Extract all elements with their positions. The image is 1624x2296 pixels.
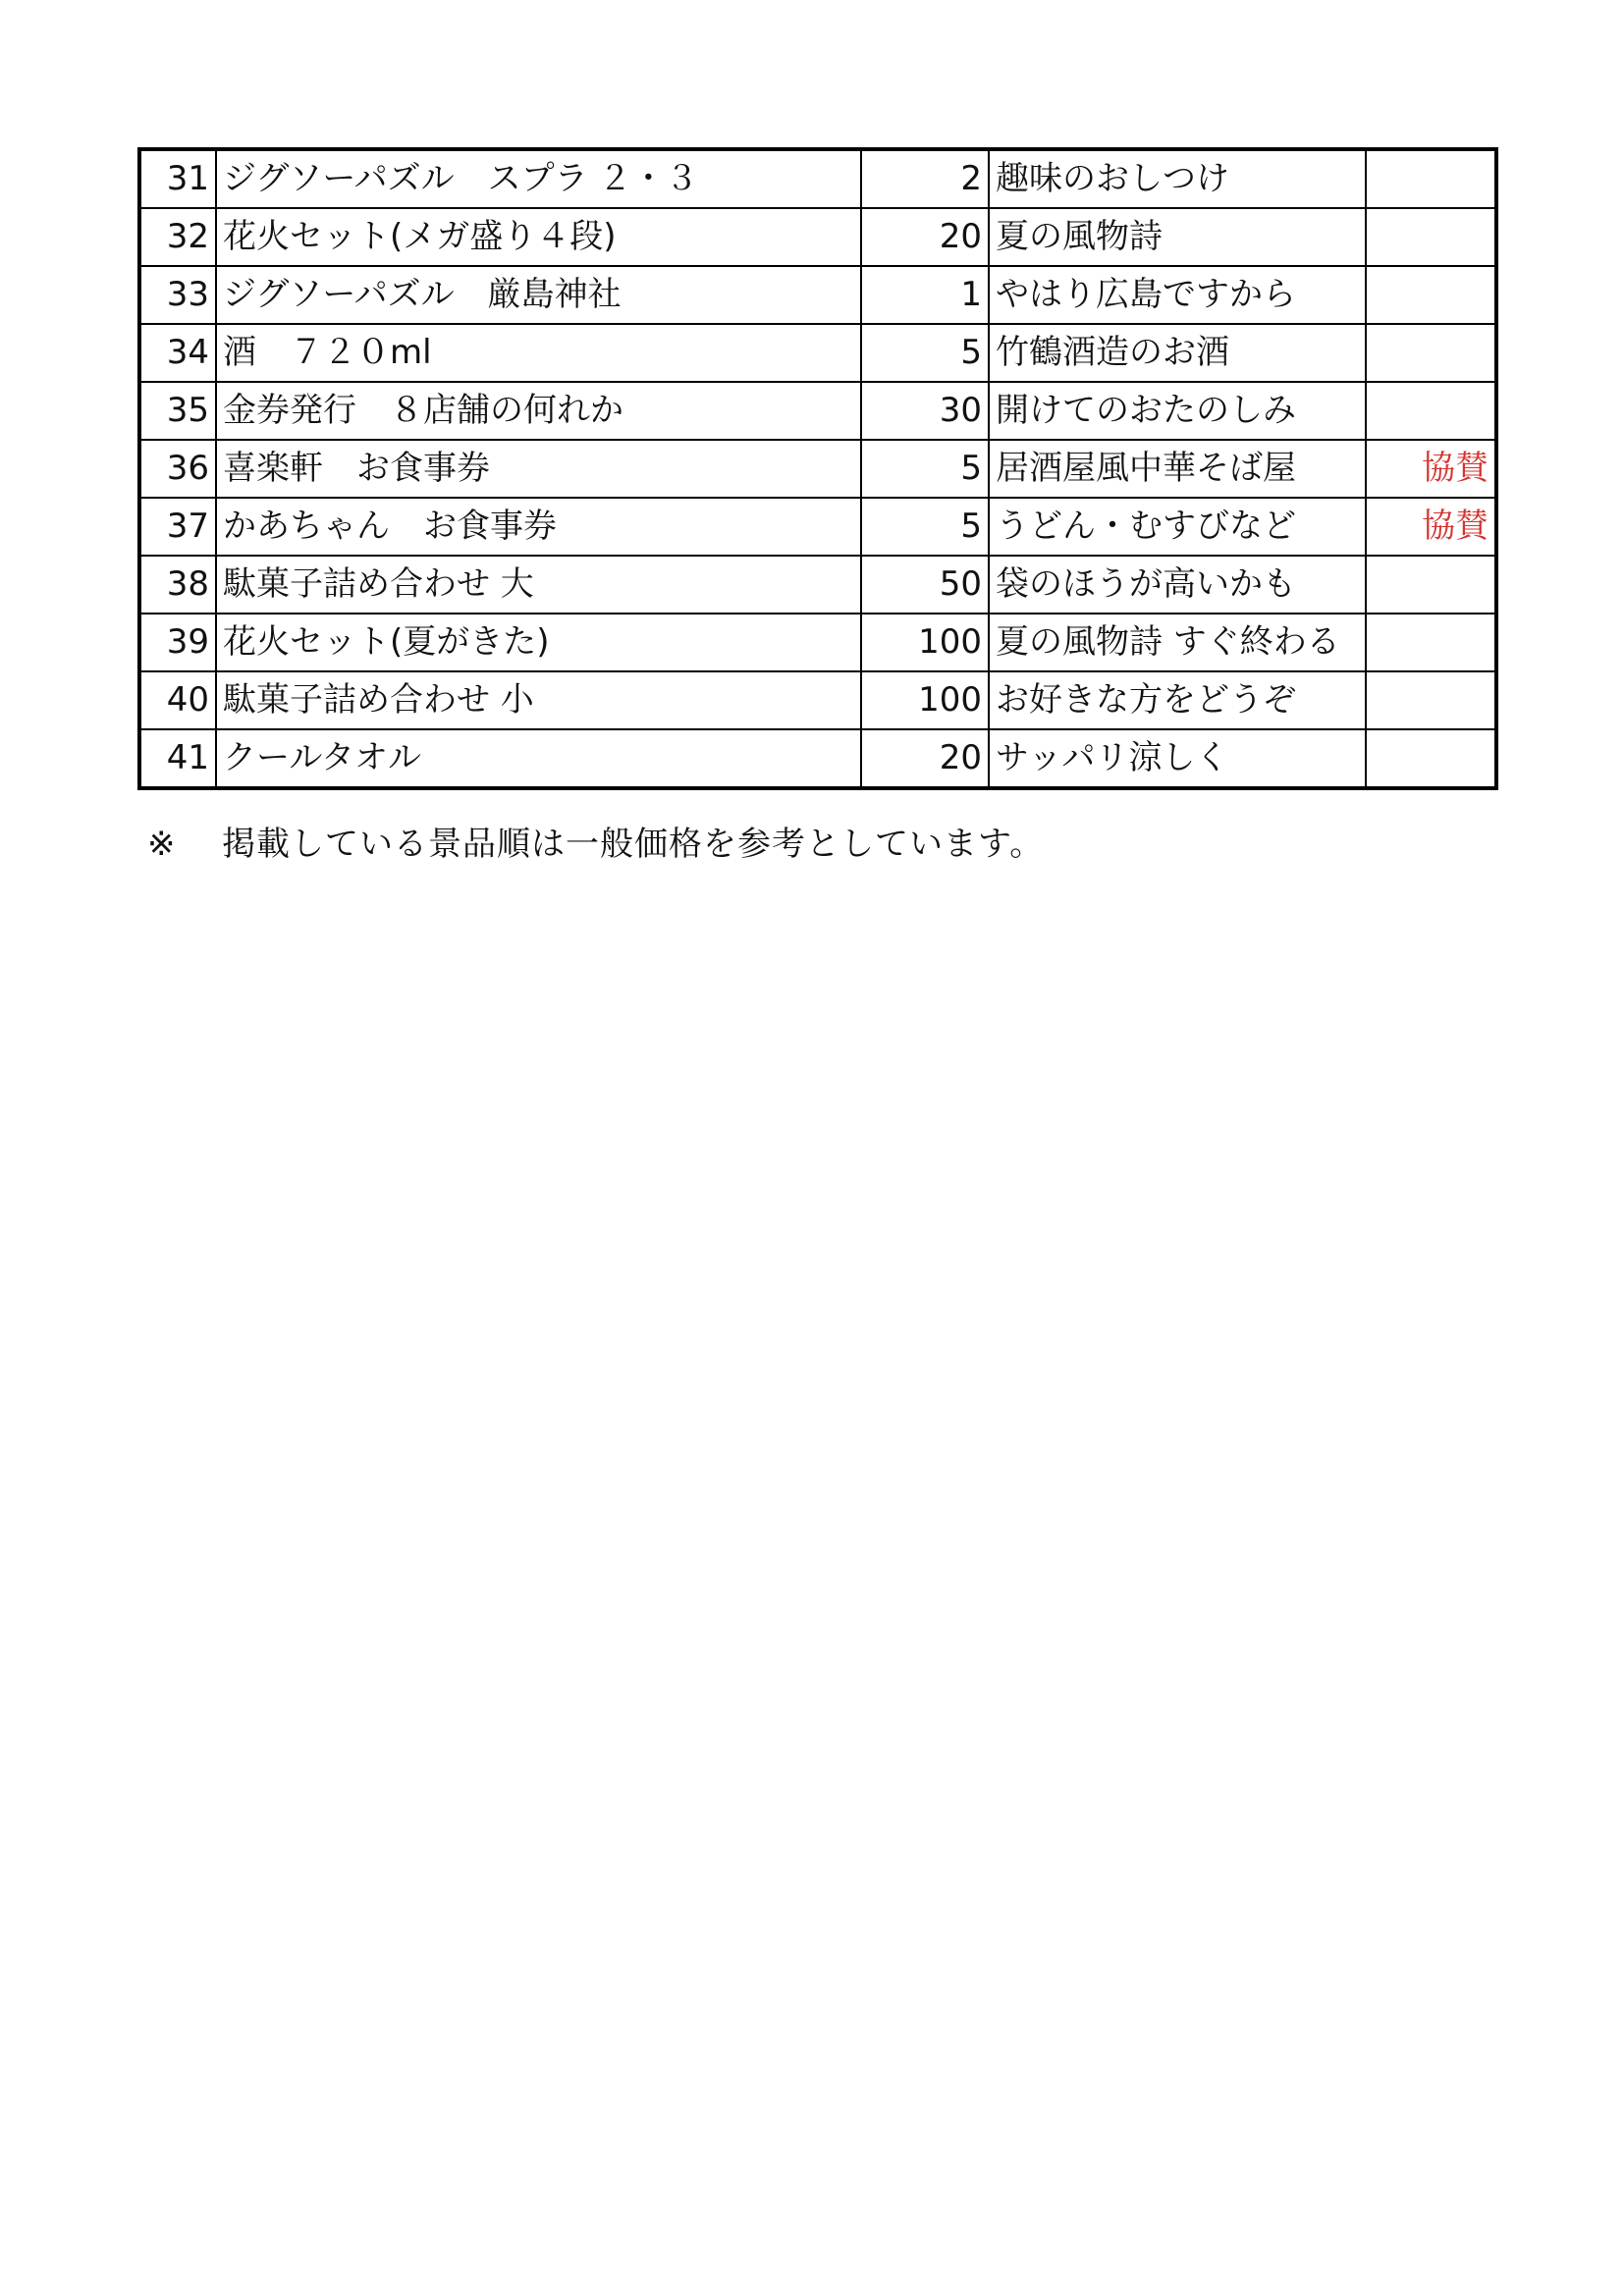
prize-comment: 竹鶴酒造のお酒 — [989, 324, 1366, 382]
prize-name: ジグソーパズル 厳島神社 — [216, 266, 861, 324]
prize-quantity: 20 — [861, 208, 989, 266]
prize-name: 駄菓子詰め合わせ 小 — [216, 671, 861, 729]
prize-comment: お好きな方をどうぞ — [989, 671, 1366, 729]
prize-quantity: 2 — [861, 149, 989, 208]
sponsor-cell — [1366, 208, 1496, 266]
prize-quantity: 5 — [861, 498, 989, 556]
prize-comment: 夏の風物詩 すぐ終わる — [989, 614, 1366, 671]
prize-quantity: 100 — [861, 614, 989, 671]
table-row — [139, 440, 1496, 498]
prize-comment: サッパリ涼しく — [989, 729, 1366, 788]
prize-quantity: 5 — [861, 324, 989, 382]
prize-quantity: 100 — [861, 671, 989, 729]
sponsor-cell — [1366, 324, 1496, 382]
prize-name: 駄菓子詰め合わせ 大 — [216, 556, 861, 614]
sponsor-cell — [1366, 498, 1496, 556]
prize-name: ジグソーパズル スプラ ２・３ — [216, 149, 861, 208]
table-row — [139, 729, 1496, 788]
table-row — [139, 382, 1496, 440]
prize-name: かあちゃん お食事券 — [216, 498, 861, 556]
row-number: 34 — [139, 324, 216, 382]
sponsor-cell — [1366, 671, 1496, 729]
table-row — [139, 324, 1496, 382]
prize-comment: 夏の風物詩 — [989, 208, 1366, 266]
prize-quantity: 50 — [861, 556, 989, 614]
row-number: 35 — [139, 382, 216, 440]
prize-comment: 趣味のおしつけ — [989, 149, 1366, 208]
sponsor-cell — [1366, 729, 1496, 788]
prize-name: 金券発行 ８店舗の何れか — [216, 382, 861, 440]
footnote-mark: ※ — [147, 825, 177, 864]
footnote-text: 掲載している景品順は一般価格を参考としています。 — [222, 825, 1045, 864]
prize-name: 喜楽軒 お食事券 — [216, 440, 861, 498]
prize-table — [137, 147, 1498, 790]
row-number: 36 — [139, 440, 216, 498]
row-number: 38 — [139, 556, 216, 614]
sponsor-cell — [1366, 266, 1496, 324]
prize-comment: 居酒屋風中華そば屋 — [989, 440, 1366, 498]
prize-name: クールタオル — [216, 729, 861, 788]
sponsor-cell — [1366, 382, 1496, 440]
row-number: 31 — [139, 149, 216, 208]
row-number: 33 — [139, 266, 216, 324]
row-number: 41 — [139, 729, 216, 788]
sponsor-cell — [1366, 614, 1496, 671]
prize-quantity: 20 — [861, 729, 989, 788]
row-number: 37 — [139, 498, 216, 556]
prize-quantity: 1 — [861, 266, 989, 324]
prize-name: 花火セット(メガ盛り４段) — [216, 208, 861, 266]
prize-rows — [139, 149, 1496, 788]
table-row — [139, 266, 1496, 324]
footnote — [147, 817, 1044, 865]
prize-quantity: 30 — [861, 382, 989, 440]
prize-quantity: 5 — [861, 440, 989, 498]
prize-name: 酒 ７２０ml — [216, 324, 861, 382]
table-row — [139, 614, 1496, 671]
table-row — [139, 149, 1496, 208]
table-row — [139, 671, 1496, 729]
prize-comment: やはり広島ですから — [989, 266, 1366, 324]
table-row — [139, 556, 1496, 614]
row-number: 40 — [139, 671, 216, 729]
sponsor-label: 協賛 — [1422, 449, 1489, 488]
sponsor-cell — [1366, 149, 1496, 208]
row-number: 32 — [139, 208, 216, 266]
prize-comment: うどん・むすびなど — [989, 498, 1366, 556]
sponsor-label: 協賛 — [1422, 507, 1489, 546]
sponsor-cell — [1366, 440, 1496, 498]
prize-name: 花火セット(夏がきた) — [216, 614, 861, 671]
table-row — [139, 208, 1496, 266]
row-number: 39 — [139, 614, 216, 671]
prize-comment: 開けてのおたのしみ — [989, 382, 1366, 440]
prize-comment: 袋のほうが高いかも — [989, 556, 1366, 614]
sponsor-cell — [1366, 556, 1496, 614]
table-row — [139, 498, 1496, 556]
